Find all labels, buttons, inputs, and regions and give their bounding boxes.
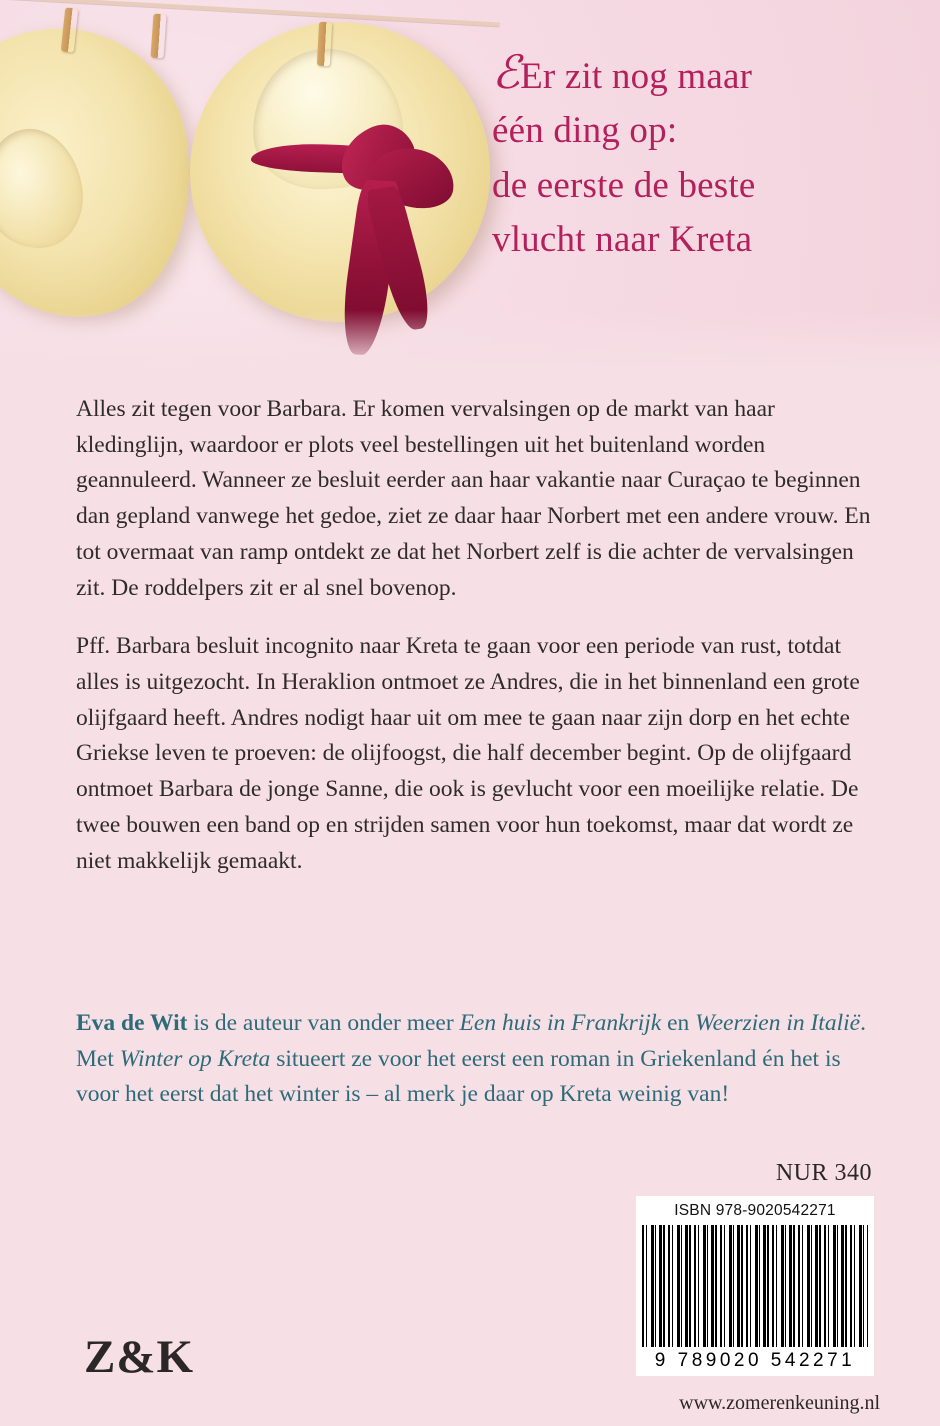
- tagline-dropcap: ℰ: [492, 45, 521, 99]
- blurb-paragraph-1: Alles zit tegen voor Barbara. Er komen vervalsingen op de markt van haar kledinglijn, waardoor er plots veel bestellingen uit het buitenland worden geannuleerd. Wanneer ze besluit eerder aan haar vakantie naar Curaçao te beginnen dan gepland vanwege het gedoe, ziet ze daar haar Norbert met een andere vrouw. En tot overmaat van ramp ontdekt ze dat het Norbert zelf is die achter de vervalsingen zit. De roddelpers zit er al snel bovenop.: [76, 396, 871, 601]
- tagline-line-3: de eerste de beste: [492, 164, 756, 206]
- related-title-2: Weerzien in Italië: [695, 1010, 861, 1036]
- tagline-line-1-rest: Er zit nog maar: [520, 56, 753, 97]
- publisher-url[interactable]: www.zomerenkeuning.nl: [679, 1392, 880, 1414]
- photo-fade: [0, 310, 940, 380]
- author-note-text-4: situeert ze voor het eerst een roman in Griekenland én het is voor het eerst dat het winter is – al merk je daar op Kreta weinig van!: [76, 1045, 841, 1108]
- related-title-1: Een huis in Frankrijk: [459, 1010, 662, 1036]
- tagline-line-2: één ding op:: [492, 110, 678, 152]
- clothespin-icon: [317, 22, 332, 67]
- book-title: Winter op Kreta: [119, 1045, 271, 1072]
- back-cover-blurb: [76, 392, 872, 902]
- author-note: [76, 1006, 876, 1113]
- author-name: Eva de Wit: [76, 1010, 188, 1036]
- barcode-bars: [642, 1225, 868, 1347]
- tagline-line-1: [492, 45, 922, 104]
- barcode-block: [636, 1196, 874, 1376]
- nur-code: NUR 340: [775, 1160, 872, 1186]
- author-note-text-2: en: [661, 1010, 696, 1036]
- hat-stud: [22, 134, 32, 144]
- barcode-digits: 9 789020 542271: [654, 1350, 856, 1371]
- tagline-line-4: vlucht naar Kreta: [492, 219, 753, 261]
- cover-tagline: [492, 45, 922, 268]
- author-note-text-3: . Met: [76, 1010, 866, 1072]
- author-note-text-1: is de auteur van onder meer: [187, 1010, 460, 1036]
- publisher-logo: Z&K: [84, 1331, 195, 1383]
- blurb-paragraph-2: Pff. Barbara besluit incognito naar Kreta te gaan voor een periode van rust, totdat alles is uitgezocht. In Heraklion ontmoet ze Andres, die in het binnenland een grote olijfgaard heeft. Andres nodigt haar uit om mee te gaan naar zijn dorp en het echte Griekse leven te proeven: de olijfoogst, die half december begint. Op de olijfgaard ontmoet Barbara de jonge Sanne, die ook is gevlucht voor een moeilijke relatie. De twee bouwen een band op en strijden samen voor hun toekomst, maar dat wordt ze niet makkelijk gemaakt.: [76, 633, 860, 874]
- isbn-text: ISBN 978-9020542271: [674, 1202, 836, 1219]
